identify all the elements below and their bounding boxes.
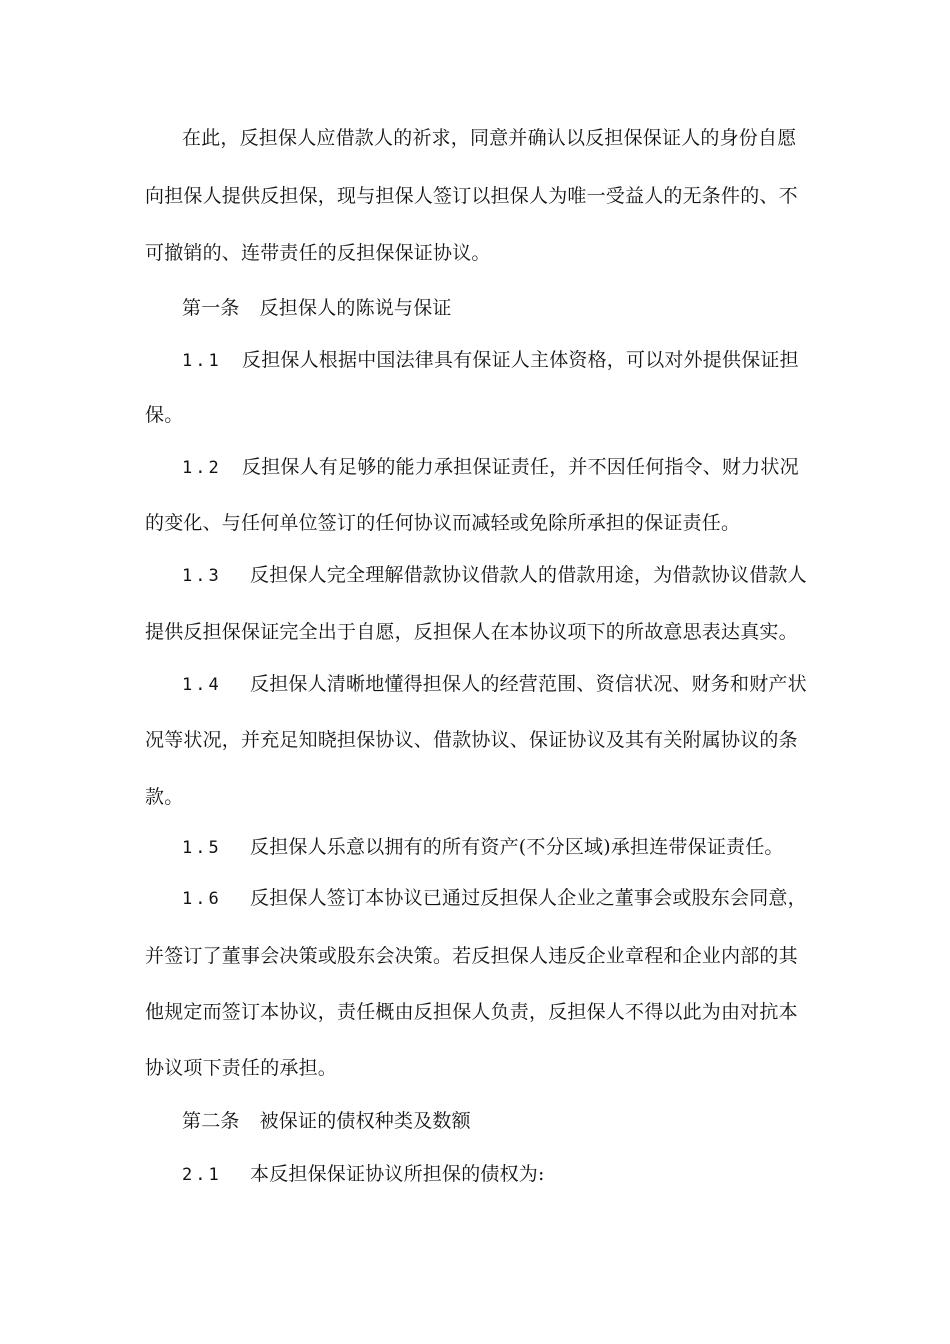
article-2-heading — [182, 1109, 852, 1133]
clause-2-1-number: 2.1 — [182, 1165, 222, 1185]
clause-1-2-line-1 — [182, 455, 852, 480]
clause-1-2-number: 1.2 — [182, 458, 222, 478]
clause-1-1-line-1 — [182, 348, 852, 373]
clause-1-4-number: 1.4 — [182, 675, 222, 695]
clause-1-6-number: 1.6 — [182, 889, 222, 909]
clause-1-2-text: 反担保人有足够的能力承担保证责任，并不因任何指令、财力状况 — [242, 456, 799, 478]
clause-1-5-number: 1.5 — [182, 838, 222, 858]
clause-1-3-line-1 — [182, 563, 852, 588]
clause-1-6-line-3: 他规定而签订本协议，责任概由反担保人负责，反担保人不得以此为由对抗本 — [145, 1001, 798, 1023]
clause-2-1-text: 本反担保保证协议所担保的债权为: — [250, 1163, 545, 1185]
clause-1-6-text: 反担保人签订本协议已通过反担保人企业之董事会或股东会同意， — [250, 887, 807, 909]
clause-1-4-text: 反担保人清晰地懂得担保人的经营范围、资信状况、财务和财产状 — [250, 673, 807, 695]
clause-1-1-number: 1.1 — [182, 351, 222, 371]
clause-2-1-line-1 — [182, 1162, 852, 1187]
intro-line-1: 在此，反担保人应借款人的祈求，同意并确认以反担保保证人的身份自愿 — [182, 127, 797, 149]
clause-1-4-line-2: 况等状况，并充足知晓担保协议、借款协议、保证协议及其有关附属协议的条 — [145, 729, 798, 751]
clause-1-6-line-1 — [182, 886, 852, 911]
clause-1-3-line-2: 提供反担保保证完全出于自愿，反担保人在本协议项下的所故意思表达真实。 — [145, 621, 798, 643]
article-1-heading — [182, 296, 852, 320]
clause-1-5-text: 反担保人乐意以拥有的所有资产(不分区域)承担连带保证责任。 — [250, 836, 784, 858]
intro-line-2: 向担保人提供反担保，现与担保人签订以担保人为唯一受益人的无条件的、不 — [145, 185, 798, 207]
clause-1-5-line-1 — [182, 835, 852, 860]
article-2-number: 第二条 — [182, 1110, 240, 1132]
article-2-title: 被保证的债权种类及数额 — [259, 1110, 471, 1132]
clause-1-6-line-2: 并签订了董事会决策或股东会决策。若反担保人违反企业章程和企业内部的其 — [145, 945, 798, 967]
clause-1-2-line-2: 的变化、与任何单位签订的任何协议而减轻或免除所承担的保证责任。 — [145, 512, 741, 534]
clause-1-4-line-1 — [182, 672, 852, 697]
intro-line-3: 可撤销的、连带责任的反担保保证协议。 — [145, 242, 491, 264]
clause-1-4-line-3: 款。 — [145, 786, 184, 808]
clause-1-3-number: 1.3 — [182, 566, 222, 586]
clause-1-1-text: 反担保人根据中国法律具有保证人主体资格，可以对外提供保证担 — [242, 349, 799, 371]
clause-1-6-line-4: 协议项下责任的承担。 — [145, 1057, 338, 1079]
clause-1-3-text: 反担保人完全理解借款协议借款人的借款用途，为借款协议借款人 — [250, 564, 807, 586]
clause-1-1-line-2: 保。 — [145, 404, 184, 426]
article-1-number: 第一条 — [182, 297, 240, 319]
article-1-title: 反担保人的陈说与保证 — [259, 297, 452, 319]
